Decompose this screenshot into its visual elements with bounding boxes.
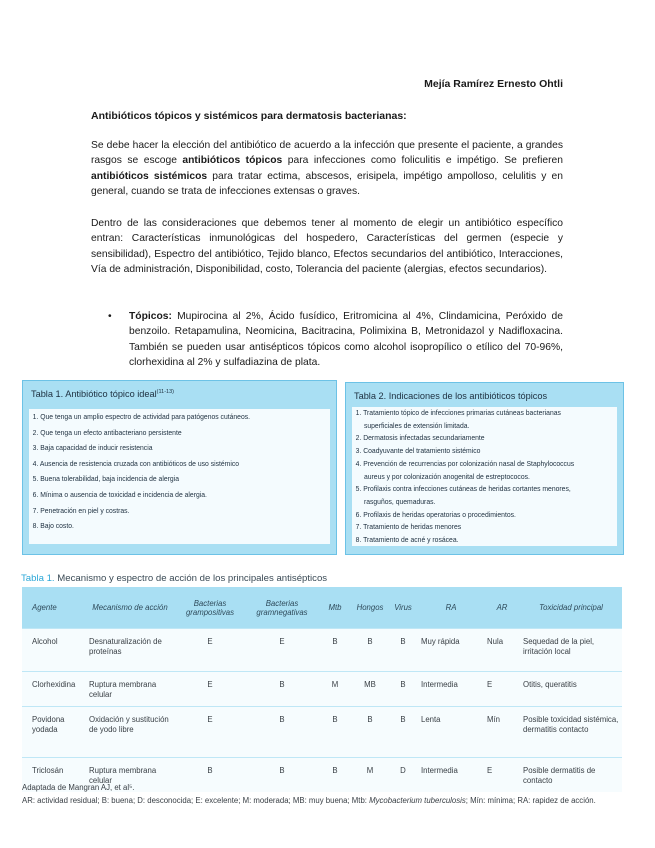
section-heading: Antibióticos tópicos y sistémicos para dermatosis bacterianas:	[91, 110, 407, 122]
list-item: superficiales de extensión limitada.	[363, 420, 470, 430]
footnote-abbr-1: AR: actividad residual; B: buena; D: desconocida; E: excelente; M: moderada; MB: muy buena; Mtb:	[22, 796, 370, 805]
table-cell: Lenta	[418, 707, 484, 758]
column-header: Mtb	[318, 587, 352, 629]
p1-text-2: para infecciones como foliculitis e impétigo. Se prefieren	[282, 155, 563, 167]
p1-bold-systemic: antibióticos sistémicos	[91, 170, 208, 182]
table-ideal-topical-antibiotic	[22, 380, 337, 555]
table-cell: B	[174, 758, 246, 793]
table-cell: B	[352, 707, 388, 758]
table-cell: MB	[352, 672, 388, 707]
table-cell: D	[388, 758, 418, 793]
table-cell: Desnaturalización de proteínas	[86, 629, 174, 672]
column-header: RA	[418, 587, 484, 629]
list-item: 4. Ausencia de resistencia cruzada con antibióticos de uso sistémico	[32, 458, 240, 468]
table-cell: Intermedia	[418, 758, 484, 793]
antiseptics-table-title-text: Mecanismo y espectro de acción de los principales antisépticos	[54, 573, 328, 584]
table1-ref: (11-13)	[156, 389, 174, 395]
table-cell: Povidona yodada	[22, 707, 86, 758]
column-header: Hongos	[352, 587, 388, 629]
antiseptics-table-prefix: Tabla 1.	[21, 573, 55, 584]
author-name: Mejía Ramírez Ernesto Ohtli	[424, 78, 563, 90]
table-row	[22, 707, 622, 758]
table1-title-text: Tabla 1. Antibiótico tópico ideal	[31, 389, 157, 400]
list-item: 3. Coadyuvante del tratamiento sistémico	[355, 446, 481, 456]
table-cell: E	[484, 758, 520, 793]
table-cell: B	[246, 672, 318, 707]
list-item: 4. Prevención de recurrencias por colonización nasal de Staphylococcus	[355, 458, 575, 468]
table-cell: Alcohol	[22, 629, 86, 672]
table-cell: B	[388, 629, 418, 672]
list-item: 1. Que tenga un amplio espectro de actividad para patógenos cutáneos.	[32, 412, 251, 421]
table-cell: Ruptura membrana celular	[86, 758, 174, 793]
column-header: AR	[484, 587, 520, 629]
table-topical-indications	[345, 382, 624, 555]
list-item: rasguños, quemaduras.	[363, 496, 436, 506]
paragraph-antibiotic-choice	[91, 138, 563, 200]
antiseptics-table-title	[21, 573, 327, 584]
table-cell: Triclosán	[22, 758, 86, 793]
table-cell: Ruptura membrana celular	[86, 672, 174, 707]
list-item: 2. Que tenga un efecto antibacteriano persistente	[32, 427, 182, 437]
table-row	[22, 672, 622, 707]
list-item: 3. Baja capacidad de inducir resistencia	[32, 443, 153, 453]
table-cell: E	[484, 672, 520, 707]
footnote-abbr-2: ; Mín: mínima; RA: rapidez de acción.	[465, 796, 596, 805]
footnote-abbr-species: Mycobacterium tuberculosis	[369, 796, 466, 805]
table2-title: Tabla 2. Indicaciones de los antibióticos tópicos	[354, 391, 548, 401]
table-cell: E	[174, 707, 246, 758]
table-cell: B	[318, 758, 352, 793]
table-cell: B	[352, 629, 388, 672]
bullet-topicals	[129, 309, 563, 371]
table-cell: M	[318, 672, 352, 707]
list-item: 6. Mínima o ausencia de toxicidad e incidencia de alergia.	[32, 489, 207, 499]
table-cell: B	[246, 707, 318, 758]
table-cell: B	[318, 629, 352, 672]
footnote-abbreviations	[22, 794, 622, 807]
p1-text-3: para tratar ectima, abscesos, erisipela, impétigo ampolloso, celulitis y en general, cuando se trata de infecciones extensas o graves.	[91, 170, 563, 198]
list-item: 1. Tratamiento tópico de infecciones primarias cutáneas bacterianas	[355, 408, 561, 417]
column-header: Toxicidad principal	[520, 587, 622, 629]
table-cell: E	[174, 629, 246, 672]
bullet-label: Tópicos:	[129, 311, 172, 322]
table-cell: B	[318, 707, 352, 758]
table-cell: Oxidación y sustitución de yodo libre	[86, 707, 174, 758]
table-cell: Sequedad de la piel, irritación local	[520, 629, 622, 672]
list-item: 7. Penetración en piel y costras.	[32, 505, 130, 515]
list-item: 5. Profilaxis contra infecciones cutáneas de heridas cortantes menores,	[355, 484, 571, 494]
table-cell: B	[388, 707, 418, 758]
list-item: 5. Buena tolerabilidad, baja incidencia de alergia	[32, 474, 179, 484]
column-header: Virus	[388, 587, 418, 629]
table-cell: Posible dermatitis de contacto	[520, 758, 622, 793]
column-header: Bacterias grampositivas	[174, 587, 246, 629]
table1-list	[29, 409, 330, 534]
p1-bold-topical: antibióticos tópicos	[182, 155, 283, 167]
table-cell: Intermedia	[418, 672, 484, 707]
table-cell: Posible toxicidad sistémica, dermatitis contacto	[520, 707, 622, 758]
table1-body	[29, 409, 330, 544]
table2-body	[352, 407, 617, 546]
table-cell: E	[174, 672, 246, 707]
list-item: aureus y por colonización anogenital de estreptococos.	[363, 471, 530, 481]
table-cell: B	[388, 672, 418, 707]
table-cell: B	[246, 758, 318, 793]
footnote-source: Adaptada de Mangran AJ, et al⁵.	[22, 783, 135, 792]
table-header-row	[22, 587, 622, 629]
paragraph-considerations: Dentro de las consideraciones que debemos tener al momento de elegir un antibiótico específico entran: Características inmunológicas del hospedero, Características del germen (especie y sensibilidad), Espectro del antibiótico, Tejido blanco, Efectos secundarios del antibiótico, Interacciones, Vía de administración, Disponibilidad, costo, Tolerancia del paciente (alergias, efectos secundarios).	[91, 218, 563, 276]
column-header: Agente	[22, 587, 86, 629]
list-item: 7. Tratamiento de heridas menores	[355, 522, 462, 532]
list-item: 6. Profilaxis de heridas operatorias o procedimientos.	[355, 509, 516, 519]
table1-title	[31, 389, 174, 399]
bullet-text: Mupirocina al 2%, Ácido fusídico, Eritromicina al 4%, Clindamicina, Peróxido de benzoilo. Retapamulina, Neomicina, Bacitracina, Polimixina B, Metronidazol y Nadifloxacina. También se pueden usar antisépticos tópicos como alcohol isopropílico o etílico del 70-96%, clorhexidina al 2% y sulfadiazina de plata.	[129, 311, 563, 369]
list-item: 2. Dermatosis infectadas secundariamente	[355, 433, 485, 443]
table-cell: M	[352, 758, 388, 793]
table-cell: E	[246, 629, 318, 672]
antiseptics-table	[22, 587, 622, 792]
bullet-marker: •	[108, 311, 112, 322]
list-item: 8. Tratamiento de acné y rosácea.	[355, 535, 459, 545]
p1-text-1: Se debe hacer la elección del antibiótico de acuerdo a la infección que presente el paciente, a grandes rasgos se escoge	[91, 140, 563, 167]
table2-list	[352, 407, 617, 547]
table-cell: Otitis, queratitis	[520, 672, 622, 707]
list-item: 8. Bajo costo.	[32, 521, 74, 531]
column-header: Mecanismo de acción	[86, 587, 174, 629]
table-cell: Nula	[484, 629, 520, 672]
table-cell: Clorhexidina	[22, 672, 86, 707]
table-cell: Mín	[484, 707, 520, 758]
table-cell: Muy rápida	[418, 629, 484, 672]
column-header: Bacterias gramnegativas	[246, 587, 318, 629]
table-row	[22, 629, 622, 672]
table-footnotes	[22, 781, 622, 807]
